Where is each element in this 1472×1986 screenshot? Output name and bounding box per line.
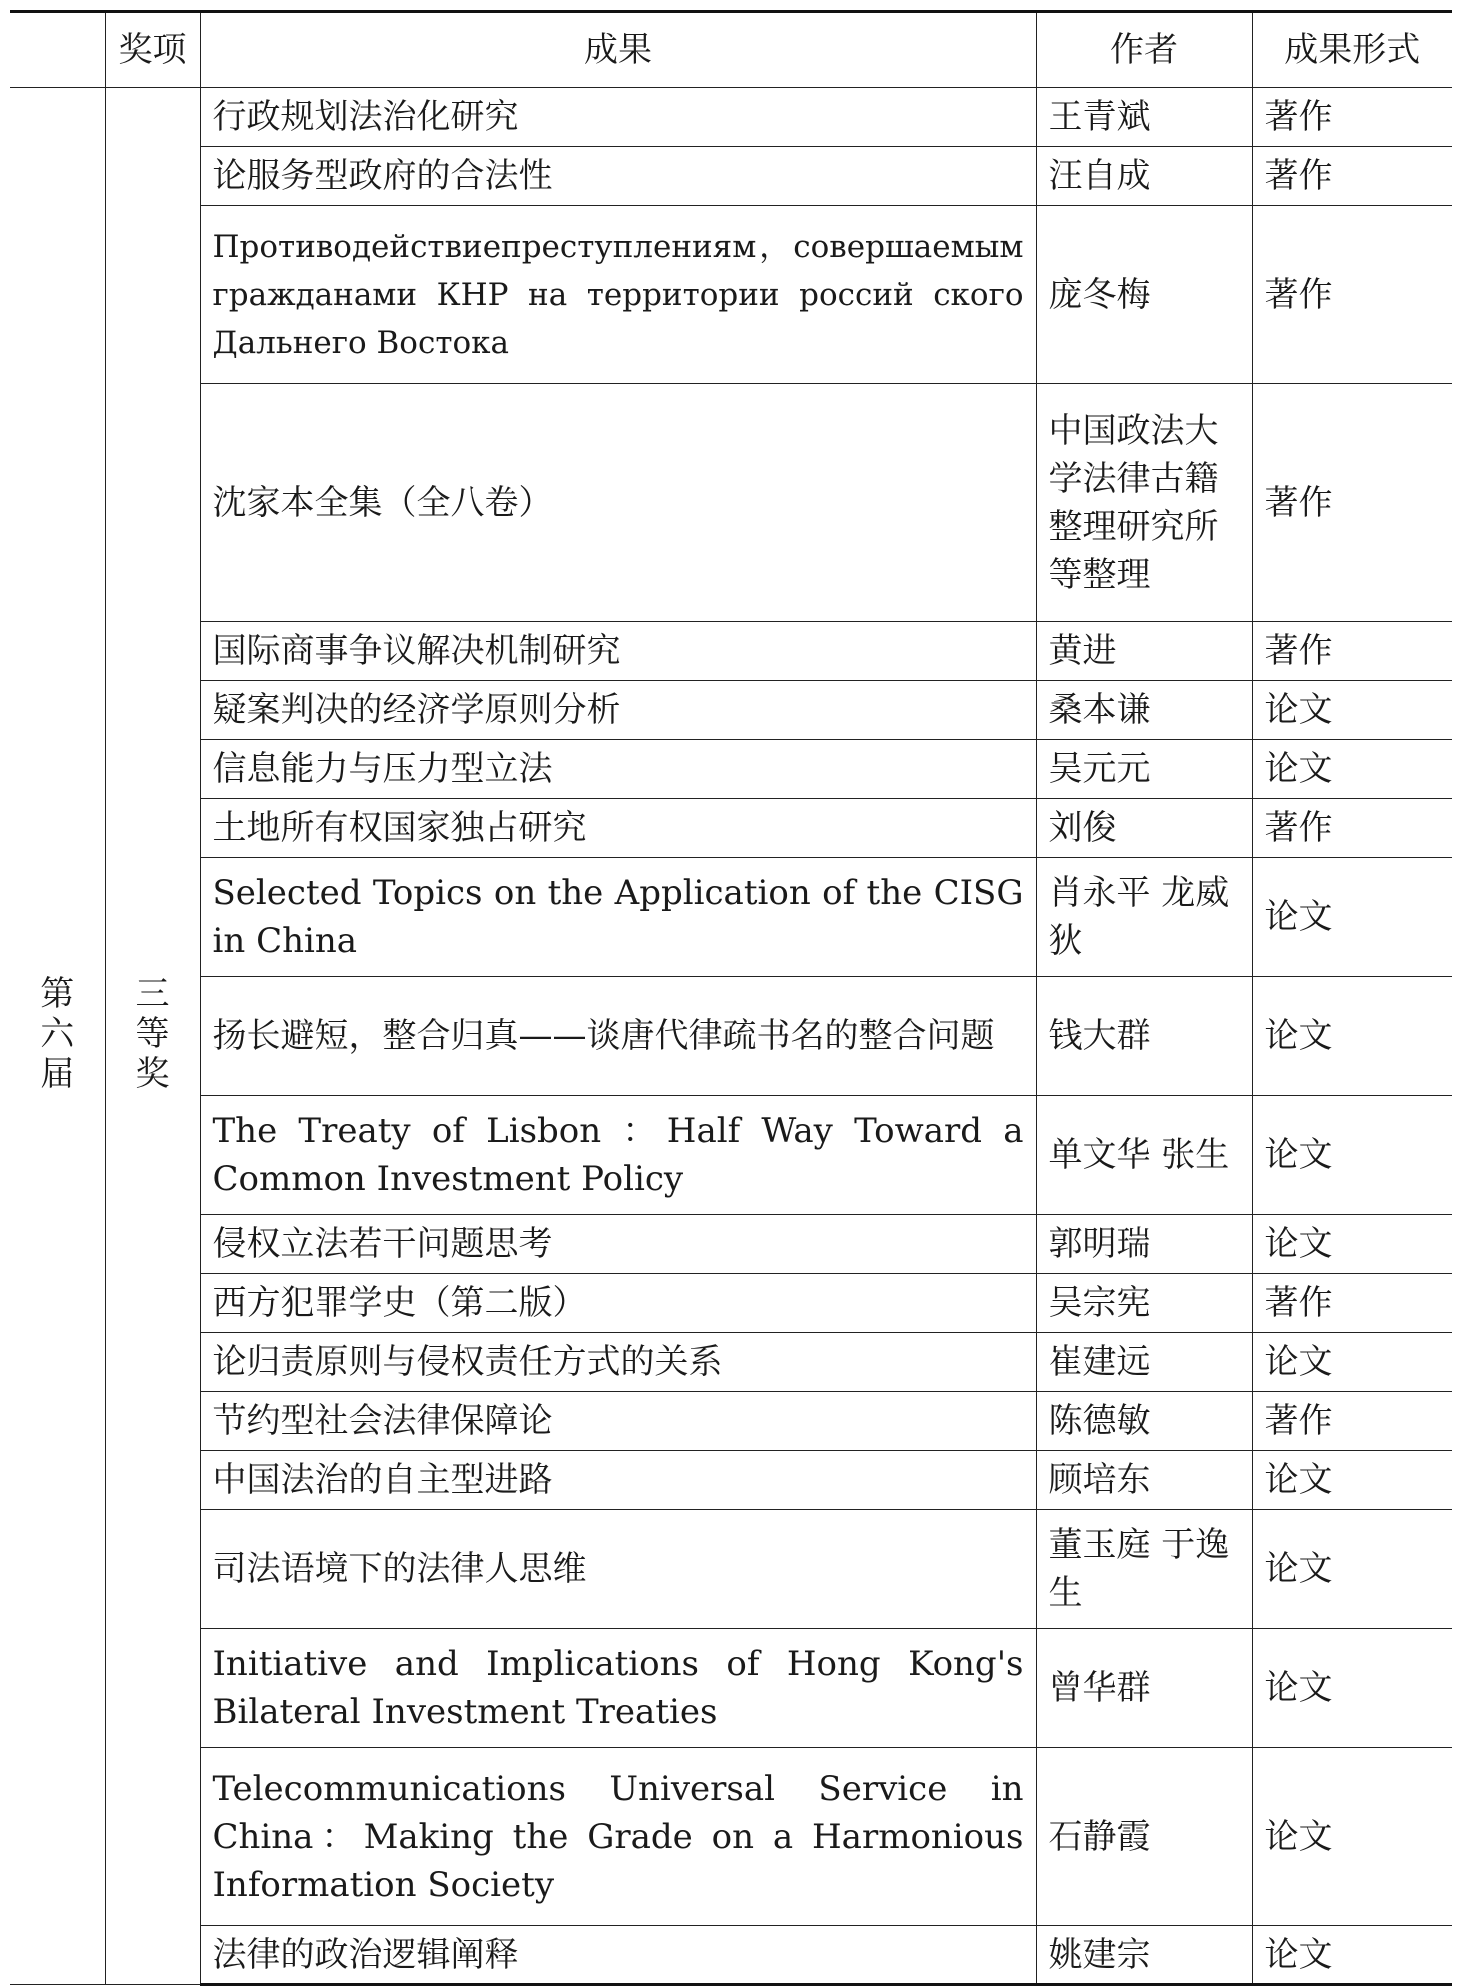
achievement-form: 论文 [1252,1096,1452,1215]
author-name: 郭明瑞 [1036,1215,1252,1274]
achievement-title: The Treaty of Lisbon ：Half Way Toward a Common Investment Policy [200,1096,1036,1215]
table-row [10,88,1452,147]
table-row [10,977,1452,1096]
achievement-title: 扬长避短，整合归真——谈唐代律疏书名的整合问题 [200,977,1036,1096]
achievement-title: 侵权立法若干问题思考 [200,1215,1036,1274]
table-row [10,799,1452,858]
achievement-form: 论文 [1252,1333,1452,1392]
author-name: 中国政法大学法律古籍整理研究所等整理 [1036,384,1252,622]
table-row [10,1748,1452,1926]
achievement-form: 著作 [1252,1274,1452,1333]
table-row [10,1451,1452,1510]
table-row [10,1215,1452,1274]
achievement-title: 法律的政治逻辑阐释 [200,1926,1036,1985]
session-cell [10,88,105,1985]
author-name: 吴元元 [1036,740,1252,799]
achievement-title: 疑案判决的经济学原则分析 [200,681,1036,740]
achievement-title: Telecommunications Universal Service in China：Making the Grade on a Harmonious Information Society [200,1748,1036,1926]
achievement-form: 论文 [1252,1748,1452,1926]
table-row [10,740,1452,799]
author-name: 钱大群 [1036,977,1252,1096]
table-row [10,147,1452,206]
achievement-form: 论文 [1252,858,1452,977]
achievement-form: 著作 [1252,206,1452,384]
author-name: 庞冬梅 [1036,206,1252,384]
header-achievement: 成果 [200,12,1036,88]
achievement-form: 著作 [1252,147,1452,206]
achievement-title: Initiative and Implications of Hong Kong's Bilateral Investment Treaties [200,1629,1036,1748]
achievement-title: 沈家本全集（全八卷） [200,384,1036,622]
author-name: 汪自成 [1036,147,1252,206]
author-name: 刘俊 [1036,799,1252,858]
achievement-title: 土地所有权国家独占研究 [200,799,1036,858]
achievement-form: 著作 [1252,88,1452,147]
achievement-title: 行政规划法治化研究 [200,88,1036,147]
table-row [10,622,1452,681]
achievement-title: 节约型社会法律保障论 [200,1392,1036,1451]
table-row [10,858,1452,977]
author-name: 石静霞 [1036,1748,1252,1926]
awards-table-body [10,12,1452,1985]
header-author: 作者 [1036,12,1252,88]
table-row [10,1926,1452,1985]
achievement-title: 信息能力与压力型立法 [200,740,1036,799]
achievement-form: 论文 [1252,1510,1452,1629]
achievement-form: 论文 [1252,1926,1452,1985]
achievement-title: 西方犯罪学史（第二版） [200,1274,1036,1333]
achievement-form: 论文 [1252,977,1452,1096]
author-name: 单文华 张生 [1036,1096,1252,1215]
achievement-form: 论文 [1252,681,1452,740]
author-name: 崔建远 [1036,1333,1252,1392]
achievement-title: Selected Topics on the Application of the CISG in China [200,858,1036,977]
achievement-title: 论服务型政府的合法性 [200,147,1036,206]
achievement-form: 著作 [1252,622,1452,681]
table-row [10,1392,1452,1451]
session-label: 第六届 [40,974,75,1094]
header-award: 奖项 [105,12,200,88]
table-row [10,1333,1452,1392]
achievement-form: 著作 [1252,799,1452,858]
achievement-form: 论文 [1252,740,1452,799]
table-row [10,681,1452,740]
awards-table [10,10,1452,1986]
author-name: 王青斌 [1036,88,1252,147]
author-name: 桑本谦 [1036,681,1252,740]
author-name: 姚建宗 [1036,1926,1252,1985]
header-form: 成果形式 [1252,12,1452,88]
achievement-form: 论文 [1252,1451,1452,1510]
author-name: 肖永平 龙威狄 [1036,858,1252,977]
author-name: 董玉庭 于逸生 [1036,1510,1252,1629]
author-name: 黄进 [1036,622,1252,681]
author-name: 吴宗宪 [1036,1274,1252,1333]
achievement-form: 论文 [1252,1629,1452,1748]
achievement-title: 中国法治的自主型进路 [200,1451,1036,1510]
author-name: 陈德敏 [1036,1392,1252,1451]
table-row [10,206,1452,384]
header-row [10,12,1452,88]
author-name: 顾培东 [1036,1451,1252,1510]
header-blank [10,12,105,88]
table-row [10,384,1452,622]
achievement-form: 著作 [1252,384,1452,622]
table-row [10,1629,1452,1748]
award-level-cell [105,88,200,1985]
award-level-label: 三等奖 [135,974,170,1094]
achievement-form: 著作 [1252,1392,1452,1451]
achievement-title: Противодействиепреступлениям，совершаемым гражданами КНР на территории россий ского Дальнего Востока [200,206,1036,384]
table-row [10,1096,1452,1215]
table-row [10,1510,1452,1629]
achievement-title: 国际商事争议解决机制研究 [200,622,1036,681]
author-name: 曾华群 [1036,1629,1252,1748]
achievement-form: 论文 [1252,1215,1452,1274]
achievement-title: 论归责原则与侵权责任方式的关系 [200,1333,1036,1392]
table-row [10,1274,1452,1333]
achievement-title: 司法语境下的法律人思维 [200,1510,1036,1629]
